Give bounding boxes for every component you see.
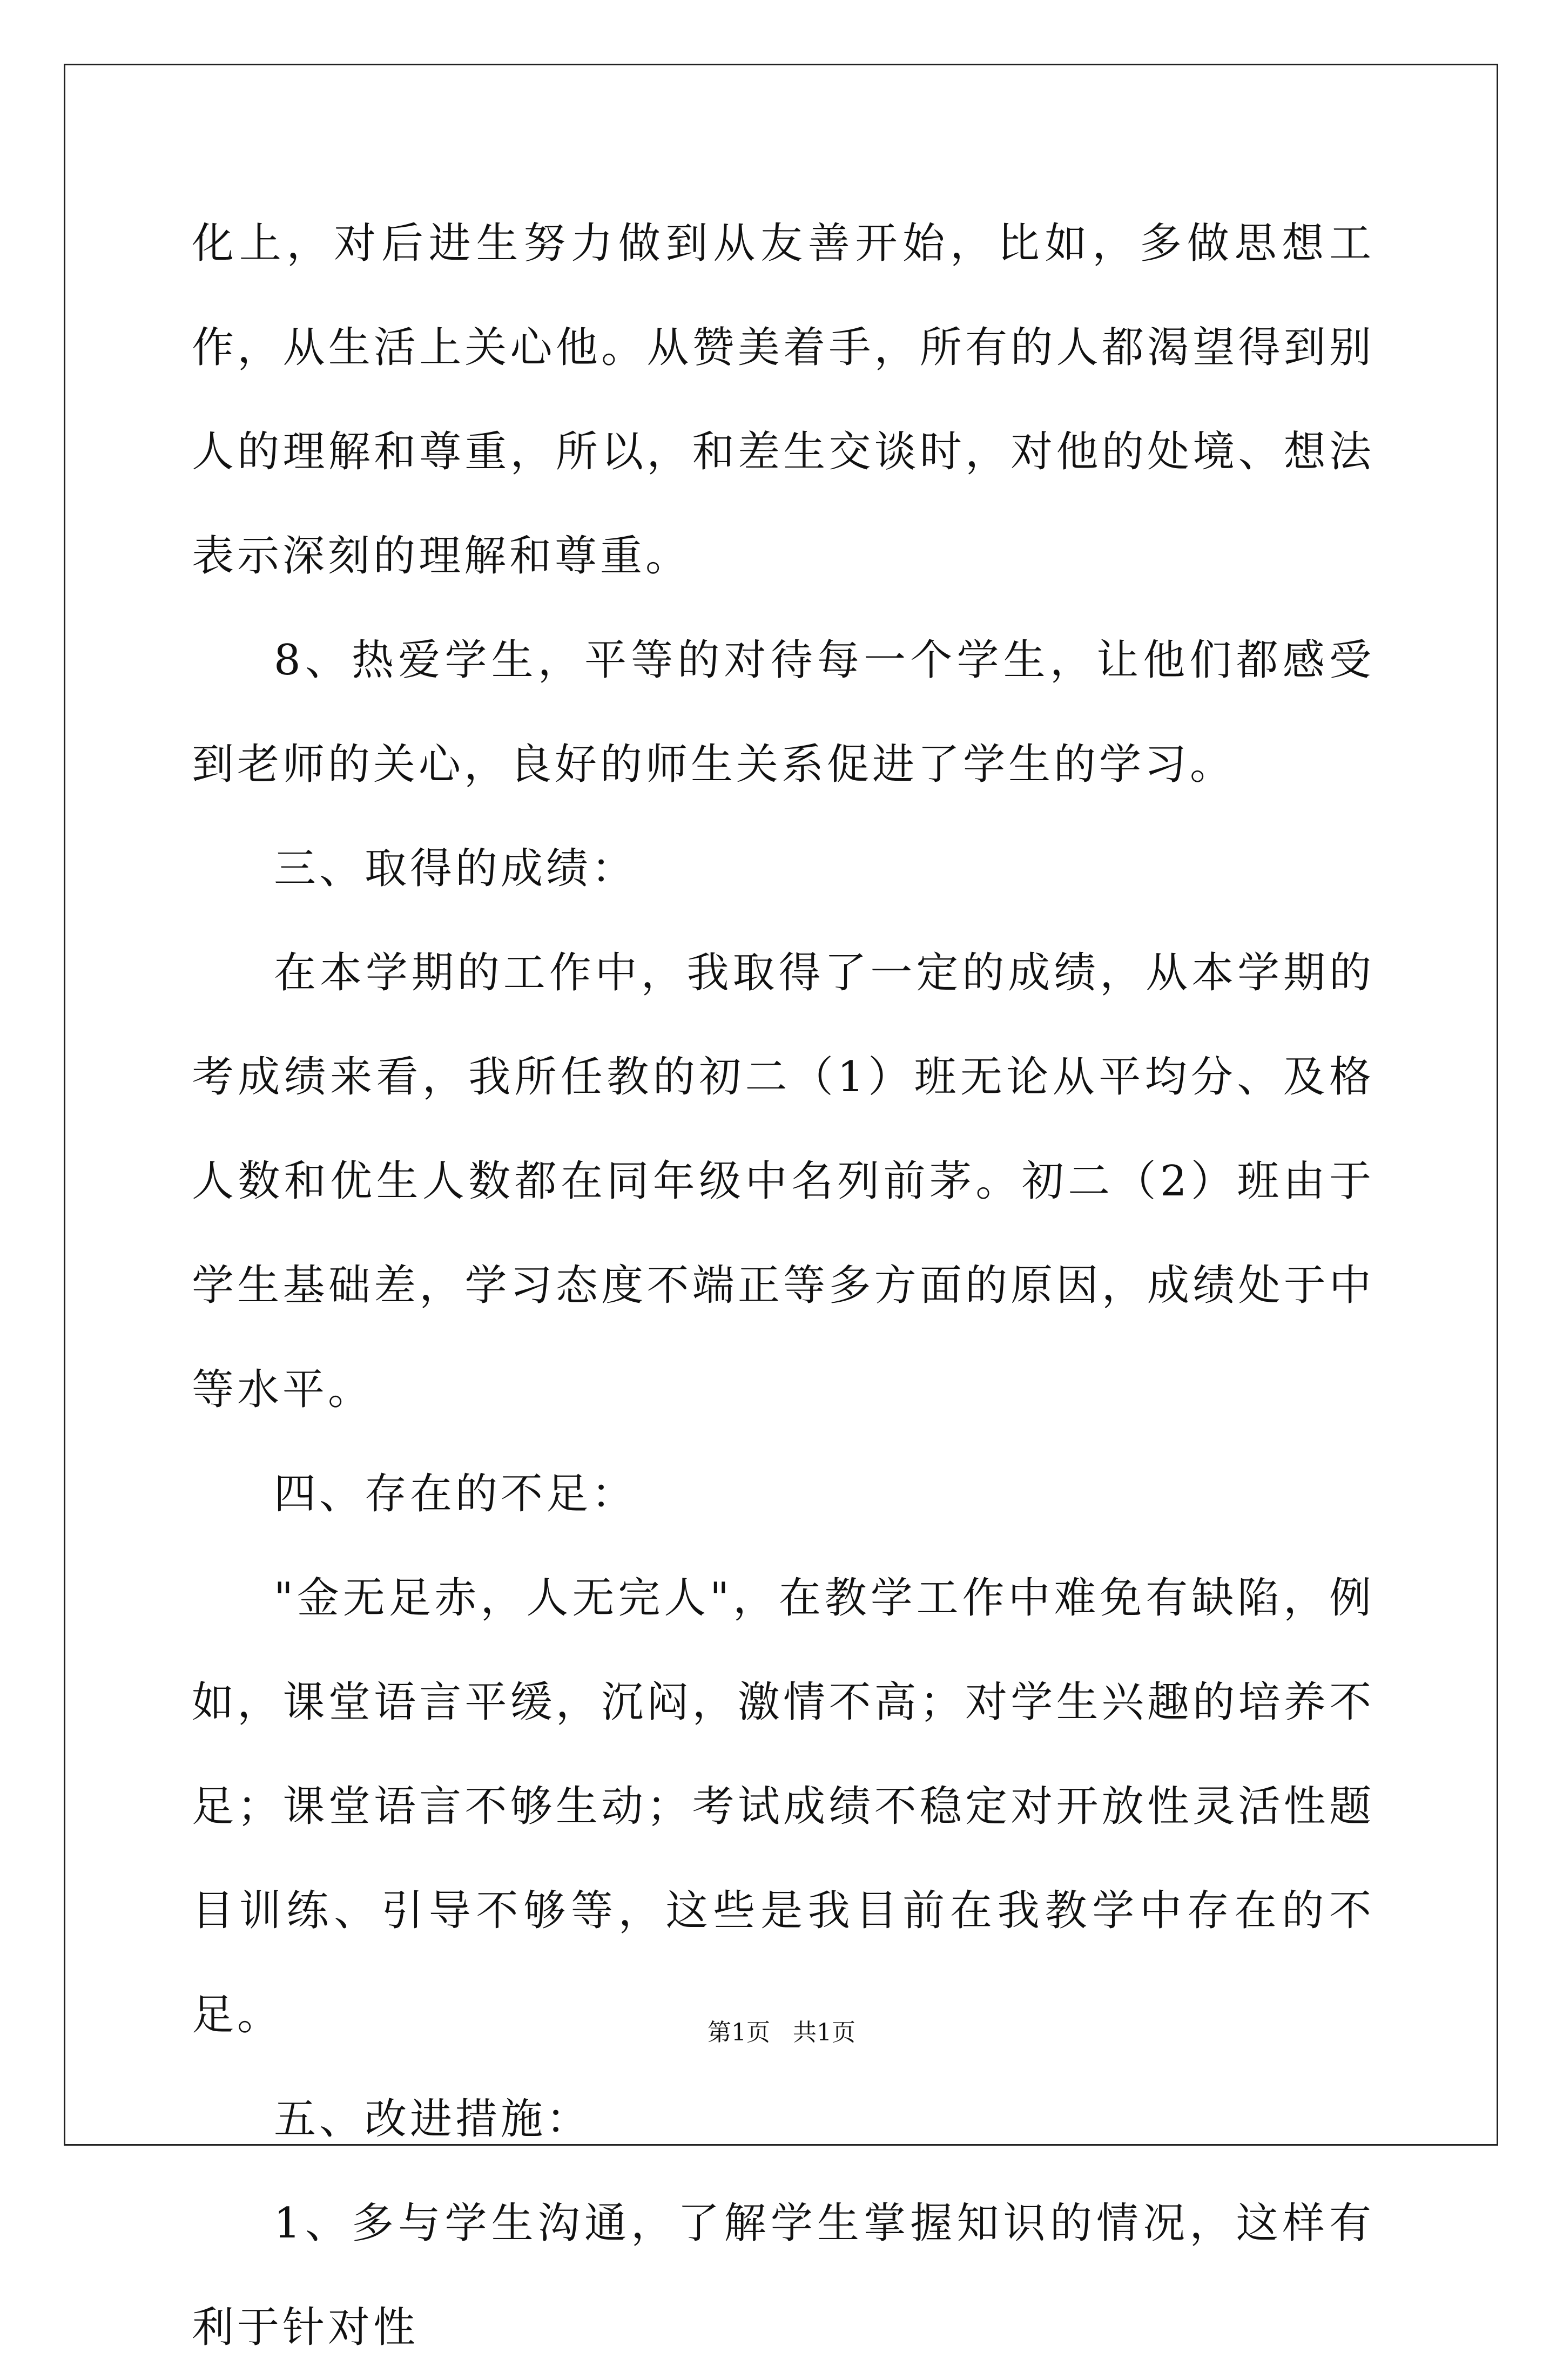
page-total: 共1页 — [793, 2019, 855, 2046]
paragraph: 化上，对后进生努力做到从友善开始，比如，多做思想工作，从生活上关心他。从赞美着手，所有的人都渴望得到别人的理解和尊重，所以，和差生交谈时，对他的处境、想法表示深刻的理解和尊重。 — [192, 219, 1375, 580]
page-number: 第1页 — [708, 2019, 770, 2046]
section-heading: 三、取得的成绩： — [274, 844, 637, 893]
section-heading: 五、改进措施： — [274, 2095, 592, 2144]
paragraph: 8、热爱学生，平等的对待每一个学生，让他们都感受到老师的关心，良好的师生关系促进了学生的学习。 — [192, 636, 1375, 789]
section-heading: 四、存在的不足： — [274, 1470, 637, 1518]
paragraph: 在本学期的工作中，我取得了一定的成绩，从本学期的考成绩来看，我所任教的初二（1）班无论从平均分、及格人数和优生人数都在同年级中名列前茅。初二（2）班由于学生基础差，学习态度不端正等多方面的原因，成绩处于中等水平。 — [192, 949, 1375, 1414]
document-body — [192, 192, 1375, 2380]
page-footer — [0, 2017, 1563, 2049]
paragraph: 1、多与学生沟通，了解学生掌握知识的情况，这样有利于针对性 — [192, 2199, 1375, 2352]
paragraph: "金无足赤，人无完人"，在教学工作中难免有缺陷，例如，课堂语言平缓，沉闷，激情不高；对学生兴趣的培养不足；课堂语言不够生动；考试成绩不稳定对开放性灵活性题目训练、引导不够等，这些是我目前在我教学中存在的不足。 — [192, 1574, 1375, 2039]
